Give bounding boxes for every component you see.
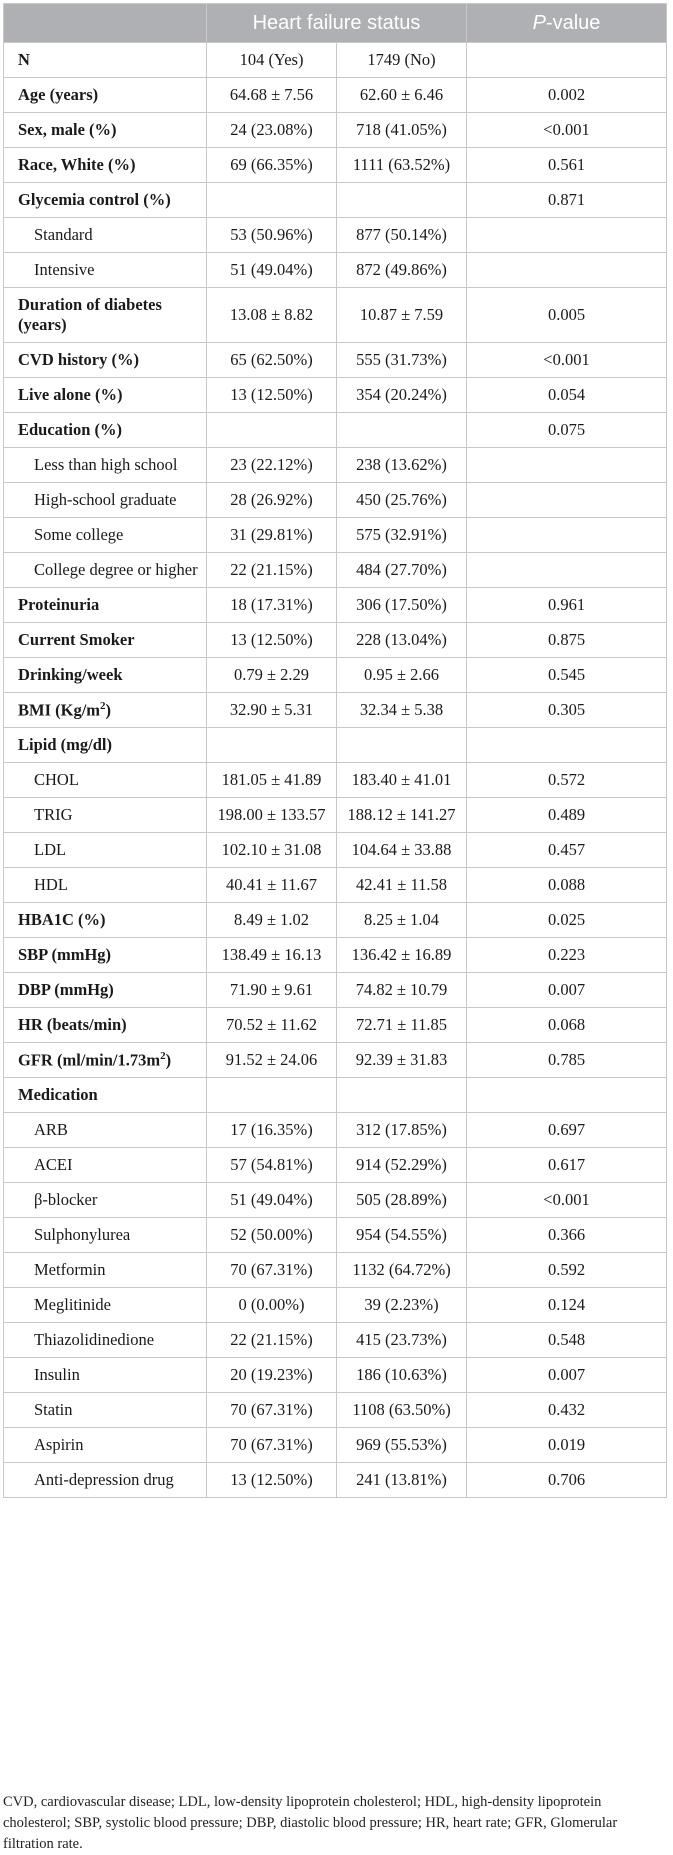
no-value: 484 (27.70%) [337,553,467,588]
table-row [4,868,667,903]
yes-value: 65 (62.50%) [207,343,337,378]
p-value: 0.068 [467,1008,667,1043]
baseline-characteristics-table [3,3,667,1498]
no-value: 415 (23.73%) [337,1323,467,1358]
no-value: 1749 (No) [337,43,467,78]
p-value: 0.054 [467,378,667,413]
row-label: CHOL [4,763,207,798]
no-value: 10.87 ± 7.59 [337,288,467,343]
yes-value [207,728,337,763]
table-row [4,1078,667,1113]
row-label: Thiazolidinedione [4,1323,207,1358]
table-row [4,1253,667,1288]
table-row [4,1043,667,1078]
row-label: CVD history (%) [4,343,207,378]
yes-value: 0.79 ± 2.29 [207,658,337,693]
table-row [4,483,667,518]
p-value: 0.592 [467,1253,667,1288]
p-value [467,448,667,483]
table-row [4,1428,667,1463]
table-row [4,553,667,588]
no-value: 32.34 ± 5.38 [337,693,467,728]
yes-value: 64.68 ± 7.56 [207,78,337,113]
row-label: LDL [4,833,207,868]
yes-value: 31 (29.81%) [207,518,337,553]
yes-value: 51 (49.04%) [207,1183,337,1218]
yes-value: 40.41 ± 11.67 [207,868,337,903]
no-value [337,728,467,763]
table-row [4,798,667,833]
no-value: 877 (50.14%) [337,218,467,253]
p-value: <0.001 [467,343,667,378]
yes-value: 70 (67.31%) [207,1253,337,1288]
p-value: 0.545 [467,658,667,693]
table-row [4,693,667,728]
row-label: Statin [4,1393,207,1428]
yes-value: 28 (26.92%) [207,483,337,518]
no-value: 969 (55.53%) [337,1428,467,1463]
table-row [4,148,667,183]
no-value: 92.39 ± 31.83 [337,1043,467,1078]
yes-value: 22 (21.15%) [207,553,337,588]
no-value: 183.40 ± 41.01 [337,763,467,798]
no-value: 1111 (63.52%) [337,148,467,183]
p-value: 0.785 [467,1043,667,1078]
table-header-row [4,4,667,43]
yes-value: 70 (67.31%) [207,1393,337,1428]
no-value: 188.12 ± 141.27 [337,798,467,833]
no-value: 718 (41.05%) [337,113,467,148]
yes-value: 181.05 ± 41.89 [207,763,337,798]
p-value: 0.706 [467,1463,667,1498]
p-value: 0.075 [467,413,667,448]
no-value: 39 (2.23%) [337,1288,467,1323]
row-label: Race, White (%) [4,148,207,183]
table-row [4,903,667,938]
p-value: <0.001 [467,113,667,148]
yes-value: 13 (12.50%) [207,1463,337,1498]
header-blank-cell [4,4,207,43]
p-value: 0.572 [467,763,667,798]
row-label: SBP (mmHg) [4,938,207,973]
no-value: 914 (52.29%) [337,1148,467,1183]
table-body [4,43,667,1498]
no-value: 312 (17.85%) [337,1113,467,1148]
table-row [4,218,667,253]
no-value: 62.60 ± 6.46 [337,78,467,113]
no-value: 1108 (63.50%) [337,1393,467,1428]
row-label: Standard [4,218,207,253]
row-label: Sulphonylurea [4,1218,207,1253]
row-label: β-blocker [4,1183,207,1218]
table-row [4,253,667,288]
p-value [467,253,667,288]
yes-value: 13 (12.50%) [207,623,337,658]
table-row [4,288,667,343]
p-value [467,553,667,588]
yes-value: 24 (23.08%) [207,113,337,148]
table-footnote: CVD, cardiovascular disease; LDL, low-density lipoprotein cholesterol; HDL, high-density lipoprotein cholesterol; SBP, systolic blood pressure; DBP, diastolic blood pressure; HR, heart rate; GFR, Glomerular filtration rate. [3,1794,618,1852]
no-value: 354 (20.24%) [337,378,467,413]
row-label: Live alone (%) [4,378,207,413]
row-label: Intensive [4,253,207,288]
yes-value [207,1078,337,1113]
table-row [4,413,667,448]
yes-value: 104 (Yes) [207,43,337,78]
row-label: Anti-depression drug [4,1463,207,1498]
table-row [4,728,667,763]
table-row [4,183,667,218]
p-value: 0.871 [467,183,667,218]
p-value: 0.019 [467,1428,667,1463]
table-row [4,1323,667,1358]
table-row [4,78,667,113]
yes-value [207,413,337,448]
table-row [4,588,667,623]
row-label: Glycemia control (%) [4,183,207,218]
yes-value: 13 (12.50%) [207,378,337,413]
no-value: 136.42 ± 16.89 [337,938,467,973]
yes-value: 32.90 ± 5.31 [207,693,337,728]
table-row [4,973,667,1008]
yes-value: 52 (50.00%) [207,1218,337,1253]
table-row [4,833,667,868]
no-value [337,413,467,448]
row-label: Education (%) [4,413,207,448]
table-row [4,1463,667,1498]
row-label: TRIG [4,798,207,833]
no-value: 72.71 ± 11.85 [337,1008,467,1043]
p-value: 0.025 [467,903,667,938]
p-value: 0.548 [467,1323,667,1358]
p-value: 0.007 [467,1358,667,1393]
p-value: 0.005 [467,288,667,343]
no-value: 306 (17.50%) [337,588,467,623]
header-heart-failure-status: Heart failure status [207,4,467,43]
table-row [4,43,667,78]
row-label: Age (years) [4,78,207,113]
no-value: 555 (31.73%) [337,343,467,378]
p-value [467,483,667,518]
p-value: 0.366 [467,1218,667,1253]
yes-value: 138.49 ± 16.13 [207,938,337,973]
p-value: <0.001 [467,1183,667,1218]
no-value [337,183,467,218]
yes-value: 18 (17.31%) [207,588,337,623]
row-label: Sex, male (%) [4,113,207,148]
row-label: Less than high school [4,448,207,483]
yes-value: 69 (66.35%) [207,148,337,183]
row-label: Lipid (mg/dl) [4,728,207,763]
p-value: 0.617 [467,1148,667,1183]
row-label: ARB [4,1113,207,1148]
table-row [4,1288,667,1323]
p-value [467,1078,667,1113]
yes-value: 13.08 ± 8.82 [207,288,337,343]
table-row [4,113,667,148]
no-value: 505 (28.89%) [337,1183,467,1218]
no-value: 228 (13.04%) [337,623,467,658]
yes-value: 17 (16.35%) [207,1113,337,1148]
row-label: DBP (mmHg) [4,973,207,1008]
table-row [4,1358,667,1393]
row-label: Metformin [4,1253,207,1288]
no-value: 954 (54.55%) [337,1218,467,1253]
table-row [4,343,667,378]
header-p-suffix: -value [545,11,601,34]
p-value: 0.124 [467,1288,667,1323]
p-value [467,518,667,553]
row-label: Duration of diabetes (years) [4,288,207,343]
no-value: 238 (13.62%) [337,448,467,483]
p-value: 0.002 [467,78,667,113]
table-row [4,763,667,798]
yes-value: 57 (54.81%) [207,1148,337,1183]
row-label: High-school graduate [4,483,207,518]
row-label: Aspirin [4,1428,207,1463]
yes-value: 8.49 ± 1.02 [207,903,337,938]
yes-value: 70.52 ± 11.62 [207,1008,337,1043]
no-value: 241 (13.81%) [337,1463,467,1498]
row-label: GFR $(ml/\min/1.73m^2)$ [4,1043,207,1078]
table-row [4,938,667,973]
table-row [4,1393,667,1428]
no-value: 8.25 ± 1.04 [337,903,467,938]
row-label: Current Smoker [4,623,207,658]
no-value [337,1078,467,1113]
yes-value: 53 (50.96%) [207,218,337,253]
row-label: N [4,43,207,78]
p-value: 0.961 [467,588,667,623]
row-label: College degree or higher [4,553,207,588]
row-label: Insulin [4,1358,207,1393]
no-value: 74.82 ± 10.79 [337,973,467,1008]
p-value: 0.223 [467,938,667,973]
table-row [4,448,667,483]
table-row [4,1008,667,1043]
table-row [4,1218,667,1253]
row-label: HBA1C (%) [4,903,207,938]
no-value: 450 (25.76%) [337,483,467,518]
header-p-value [467,4,667,43]
row-label: HR (beats/min) [4,1008,207,1043]
yes-value: 23 (22.12%) [207,448,337,483]
yes-value: 198.00 ± 133.57 [207,798,337,833]
table-row [4,1148,667,1183]
row-label: Some college [4,518,207,553]
yes-value: 102.10 ± 31.08 [207,833,337,868]
table-row [4,378,667,413]
yes-value: 20 (19.23%) [207,1358,337,1393]
yes-value: 22 (21.15%) [207,1323,337,1358]
row-label: ACEI [4,1148,207,1183]
no-value: 872 (49.86%) [337,253,467,288]
p-value [467,43,667,78]
yes-value: 51 (49.04%) [207,253,337,288]
p-value: 0.457 [467,833,667,868]
table-row [4,658,667,693]
p-value: 0.697 [467,1113,667,1148]
no-value: 0.95 ± 2.66 [337,658,467,693]
no-value: 104.64 ± 33.88 [337,833,467,868]
p-value: 0.561 [467,148,667,183]
yes-value: 70 (67.31%) [207,1428,337,1463]
row-label: Meglitinide [4,1288,207,1323]
yes-value: 0 (0.00%) [207,1288,337,1323]
table-row [4,1183,667,1218]
row-label: Medication [4,1078,207,1113]
p-value: 0.875 [467,623,667,658]
no-value: 186 (10.63%) [337,1358,467,1393]
yes-value: 71.90 ± 9.61 [207,973,337,1008]
p-value: 0.432 [467,1393,667,1428]
yes-value: 91.52 ± 24.06 [207,1043,337,1078]
header-p-letter: P [532,11,546,34]
row-label: Drinking/week [4,658,207,693]
p-value: 0.088 [467,868,667,903]
yes-value [207,183,337,218]
p-value: 0.489 [467,798,667,833]
row-label: BMI $(Kg/m^2)$ [4,693,207,728]
table-row [4,1113,667,1148]
row-label: HDL [4,868,207,903]
p-value [467,218,667,253]
no-value: 42.41 ± 11.58 [337,868,467,903]
table-row [4,518,667,553]
p-value [467,728,667,763]
row-label: Proteinuria [4,588,207,623]
no-value: 1132 (64.72%) [337,1253,467,1288]
table-row [4,623,667,658]
p-value: 0.007 [467,973,667,1008]
p-value: 0.305 [467,693,667,728]
no-value: 575 (32.91%) [337,518,467,553]
